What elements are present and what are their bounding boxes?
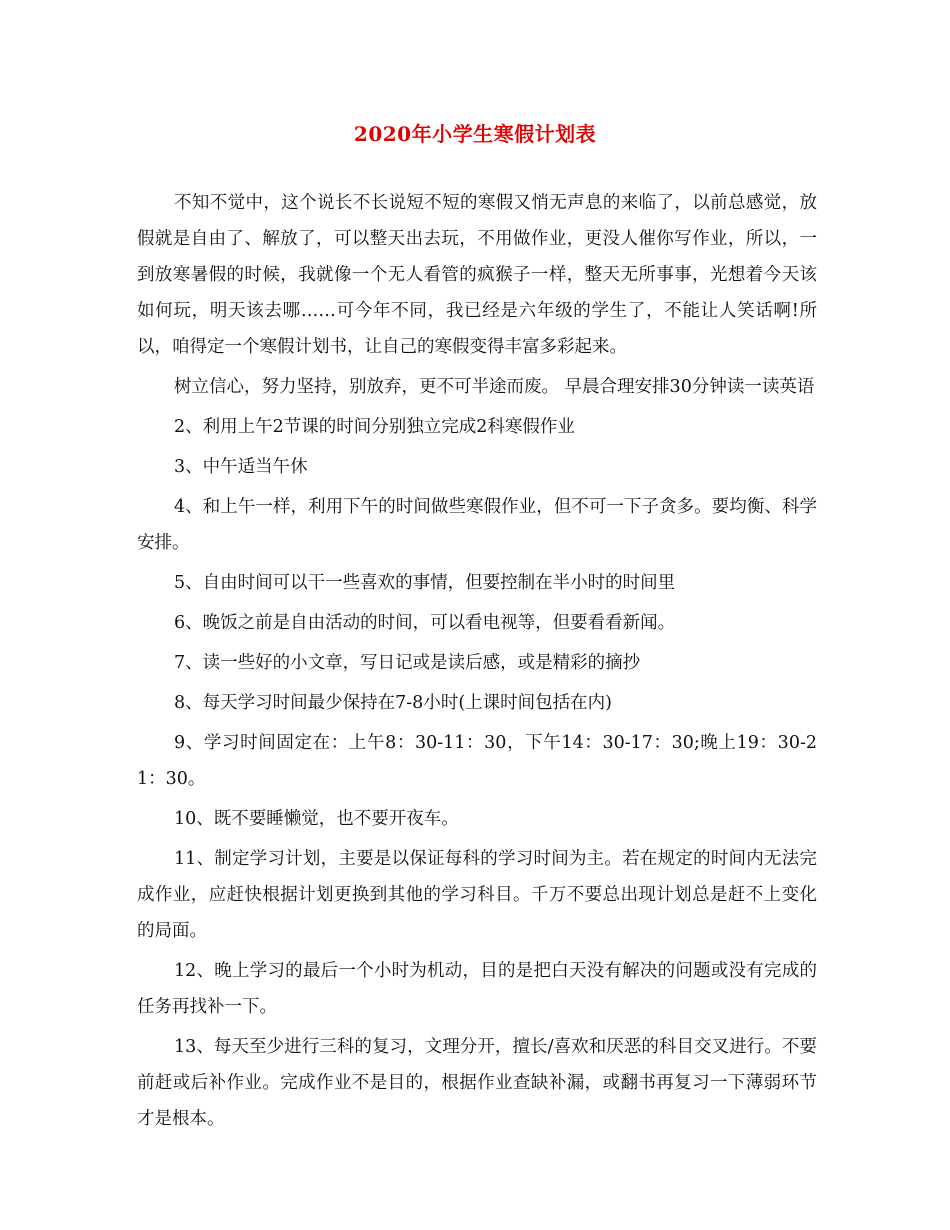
plan-item-7: 7、读一些好的小文章，写日记或是读后感，或是精彩的摘抄 bbox=[174, 653, 641, 673]
plan-item-4: 4、和上午一样，利用下午的时间做些寒假作业，但不可一下子贪多。要均衡、科学安排。 bbox=[137, 497, 817, 553]
plan-item-2: 2、利用上午2节课的时间分别独立完成2科寒假作业 bbox=[174, 417, 575, 437]
intro-paragraph: 不知不觉中，这个说长不长说短不短的寒假又悄无声息的来临了，以前总感觉，放假就是自由了、解放了，可以整天出去玩，不用做作业，更没人催你写作业，所以，一到放寒暑假的时候，我就像一个无人看管的疯猴子一样，整天无所事事，光想着今天该如何玩，明天该去哪……可今年不同，我已经是六年级的学生了，不能让人笑话啊!所以，咱得定一个寒假计划书，让自己的寒假变得丰富多彩起来。 bbox=[137, 193, 817, 357]
plan-item-5: 5、自由时间可以干一些喜欢的事情，但要控制在半小时的时间里 bbox=[174, 573, 676, 593]
plan-item-9: 9、学习时间固定在：上午8：30-11：30，下午14：30-17：30;晚上19：30-21：30。 bbox=[137, 733, 817, 789]
plan-item-10: 10、既不要睡懒觉，也不要开夜车。 bbox=[174, 809, 459, 829]
plan-item-13: 13、每天至少进行三科的复习，文理分开，擅长/喜欢和厌恶的科目交叉进行。不要前赶或后补作业。完成作业不是目的，根据作业查缺补漏，或翻书再复习一下薄弱环节才是根本。 bbox=[137, 1037, 817, 1129]
plan-item-11: 11、制定学习计划，主要是以保证每科的学习时间为主。若在规定的时间内无法完成作业，应赶快根据计划更换到其他的学习科目。千万不要总出现计划总是赶不上变化的局面。 bbox=[137, 849, 817, 941]
plan-item-1: 树立信心，努力坚持，别放弃，更不可半途而废。 早晨合理安排30分钟读一读英语 bbox=[174, 377, 815, 397]
plan-item-6: 6、晚饭之前是自由活动的时间，可以看电视等，但要看看新闻。 bbox=[174, 613, 676, 633]
document-body bbox=[137, 185, 817, 1141]
document-title: 2020年小学生寒假计划表 bbox=[353, 122, 597, 146]
plan-item-12: 12、晚上学习的最后一个小时为机动，目的是把白天没有解决的问题或没有完成的任务再找补一下。 bbox=[137, 961, 817, 1017]
plan-item-8: 8、每天学习时间最少保持在7-8小时(上课时间包括在内) bbox=[174, 693, 612, 713]
plan-item-3: 3、中午适当午休 bbox=[174, 457, 308, 477]
